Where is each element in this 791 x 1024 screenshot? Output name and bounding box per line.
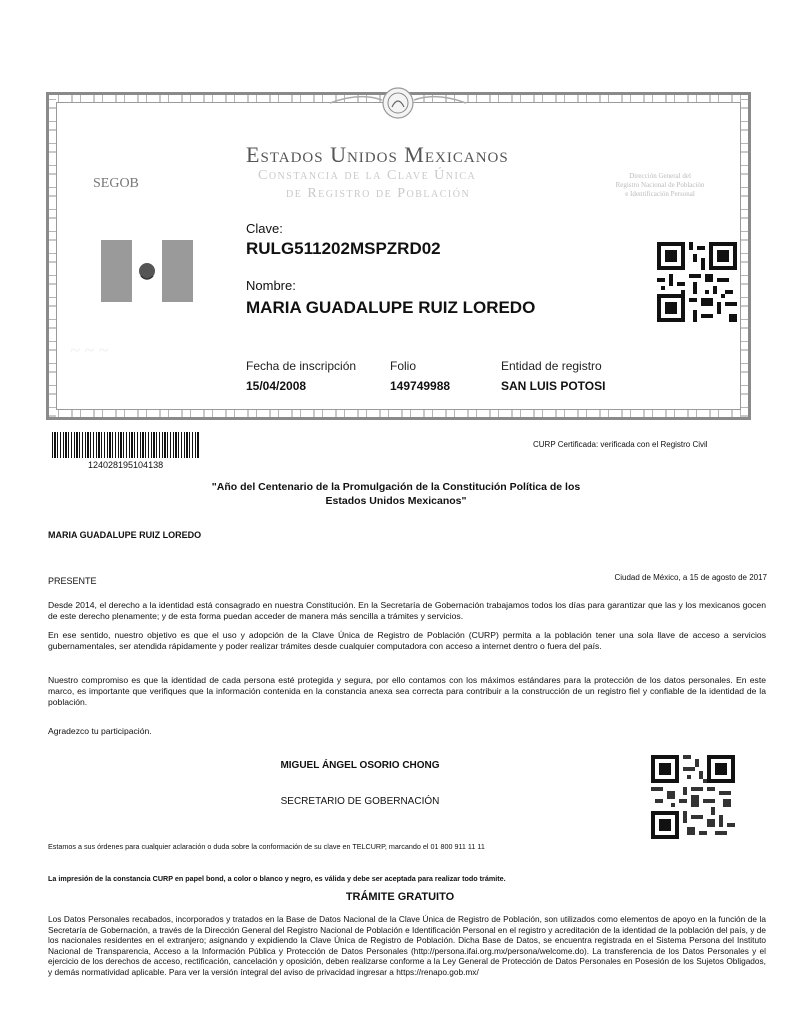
fecha-label: Fecha de inscripción — [246, 359, 357, 373]
agency-right-line: Registro Nacional de Población — [615, 181, 705, 189]
flag-emblem-icon — [132, 256, 162, 286]
qr-code-icon — [657, 242, 737, 322]
year-motto: "Año del Centenario de la Promulgación de la Constitución Política de los Estados Unidos Mexicanos" — [211, 481, 581, 507]
letter-paragraph: Nuestro compromiso es que la identidad de cada persona esté protegida y segura, por ello contamos con los máximos estándares para la protección de los datos personales. En este marco, es importante que verifiques que la información contenida en la constancia anexa sea correcta para contribuir a la construcción de un registro fiel y confiable de la identidad de la población. — [48, 675, 766, 707]
entidad-label: Entidad de registro — [501, 359, 602, 373]
nombre-label: Nombre: — [246, 278, 296, 293]
nombre-value: MARIA GUADALUPE RUIZ LOREDO — [246, 298, 536, 317]
frame-border-left — [49, 95, 56, 417]
agency-right-line: Dirección General del — [629, 172, 691, 180]
coat-of-arms-icon — [330, 86, 466, 120]
country-title: Estados Unidos Mexicanos — [246, 142, 509, 167]
flag-band-right — [162, 240, 193, 302]
certified-note: CURP Certificada: verificada con el Registro Civil — [533, 440, 708, 449]
certificate-subtitle-line2: de Registro de Población — [286, 186, 471, 201]
flag-band-left — [101, 240, 132, 302]
signer-role: SECRETARIO DE GOBERNACIÓN — [280, 796, 440, 807]
clave-label: Clave: — [246, 221, 283, 236]
folio-value: 149749988 — [390, 379, 451, 393]
privacy-notice: Los Datos Personales recabados, incorporados y tratados en la Base de Datos Nacional de la Clave Única de Registro de Población, son utilizados como elementos de apoyo en la función de la Secretaría de Gobernación, a través de la Dirección General del Registro Nacional de Población e Identificación Personal en el registro y acreditación de la identidad de la población del país, y de los nacionales residentes en el extranjero; asignando y expidiendo la Clave Única de Registro de Población. Dicha Base de Datos, se encuentra registrada en el Sistema Persona del Instituto Nacional de Transparencia, Acceso a la Información Pública y Protección de Datos Personales (http://persona.ifai.org.mx/persona/welcome.do). La transferencia de los Datos Personales y el ejercicio de los derechos de acceso, rectificación, cancelación y oposición, deben realizarse conforme a la Ley General de Protección de Datos Personales en Posesión de los Sujetos Obligados, y demás normatividad aplicable. Para ver la versión íntegral del aviso de privacidad ingresar a https://renapo.gob.mx/ — [48, 914, 766, 977]
flag-image — [101, 240, 193, 302]
clave-value: RULG511202MSPZRD02 — [246, 239, 441, 258]
folio-label: Folio — [390, 359, 417, 373]
agency-logo: SEGOB — [93, 176, 139, 191]
free-procedure-heading: TRÁMITE GRATUITO — [345, 891, 455, 903]
greeting: PRESENTE — [48, 576, 97, 586]
frame-border-bottom — [49, 410, 748, 417]
agency-right-line: e Identificación Personal — [625, 190, 695, 198]
letter-thanks: Agradezco tu participación. — [48, 726, 152, 736]
fecha-value: 15/04/2008 — [246, 379, 307, 393]
certificate-subtitle-line1: Constancia de la Clave Única — [258, 168, 477, 183]
agency-right-block — [590, 172, 730, 199]
signature-watermark: ~ ~ ~ — [70, 340, 109, 360]
letter-paragraph: Desde 2014, el derecho a la identidad está consagrado en nuestra Constitución. En la Secretaría de Gobernación trabajamos todos los días para garantizar que las y los mexicanos gocen de este derecho plenamente; y de esta forma puedan acceder de manera más sencilla a trámites y servicios. — [48, 600, 766, 621]
flag-band-center — [132, 240, 163, 302]
contact-note: Estamos a sus órdenes para cualquier aclaración o duda sobre la conformación de su clave en TELCURP, marcando el 01 800 911 11 11 — [48, 842, 485, 851]
barcode — [52, 432, 200, 458]
recipient-name: MARIA GUADALUPE RUIZ LOREDO — [48, 530, 202, 540]
city-date: Ciudad de México, a 15 de agosto de 2017 — [614, 573, 767, 582]
signer-name: MIGUEL ÁNGEL OSORIO CHONG — [280, 760, 440, 771]
letter-paragraph: En ese sentido, nuestro objetivo es que el uso y adopción de la Clave Única de Registro de Población (CURP) permita a la población tener una sola llave de acceso a servicios gubernamentales, ser atendida rápidamente y poder realizar trámites desde cualquier computadora con acceso a internet dentro o fuera del país. — [48, 630, 766, 651]
entidad-value: SAN LUIS POTOSI — [501, 379, 606, 393]
print-validity-note: La impresión de la constancia CURP en papel bond, a color o blanco y negro, es válida y debe ser aceptada para realizar todo trámite. — [48, 874, 506, 883]
qr-code-icon — [651, 755, 735, 839]
barcode-number: 124028195104138 — [88, 460, 164, 470]
frame-border-right — [741, 95, 748, 417]
